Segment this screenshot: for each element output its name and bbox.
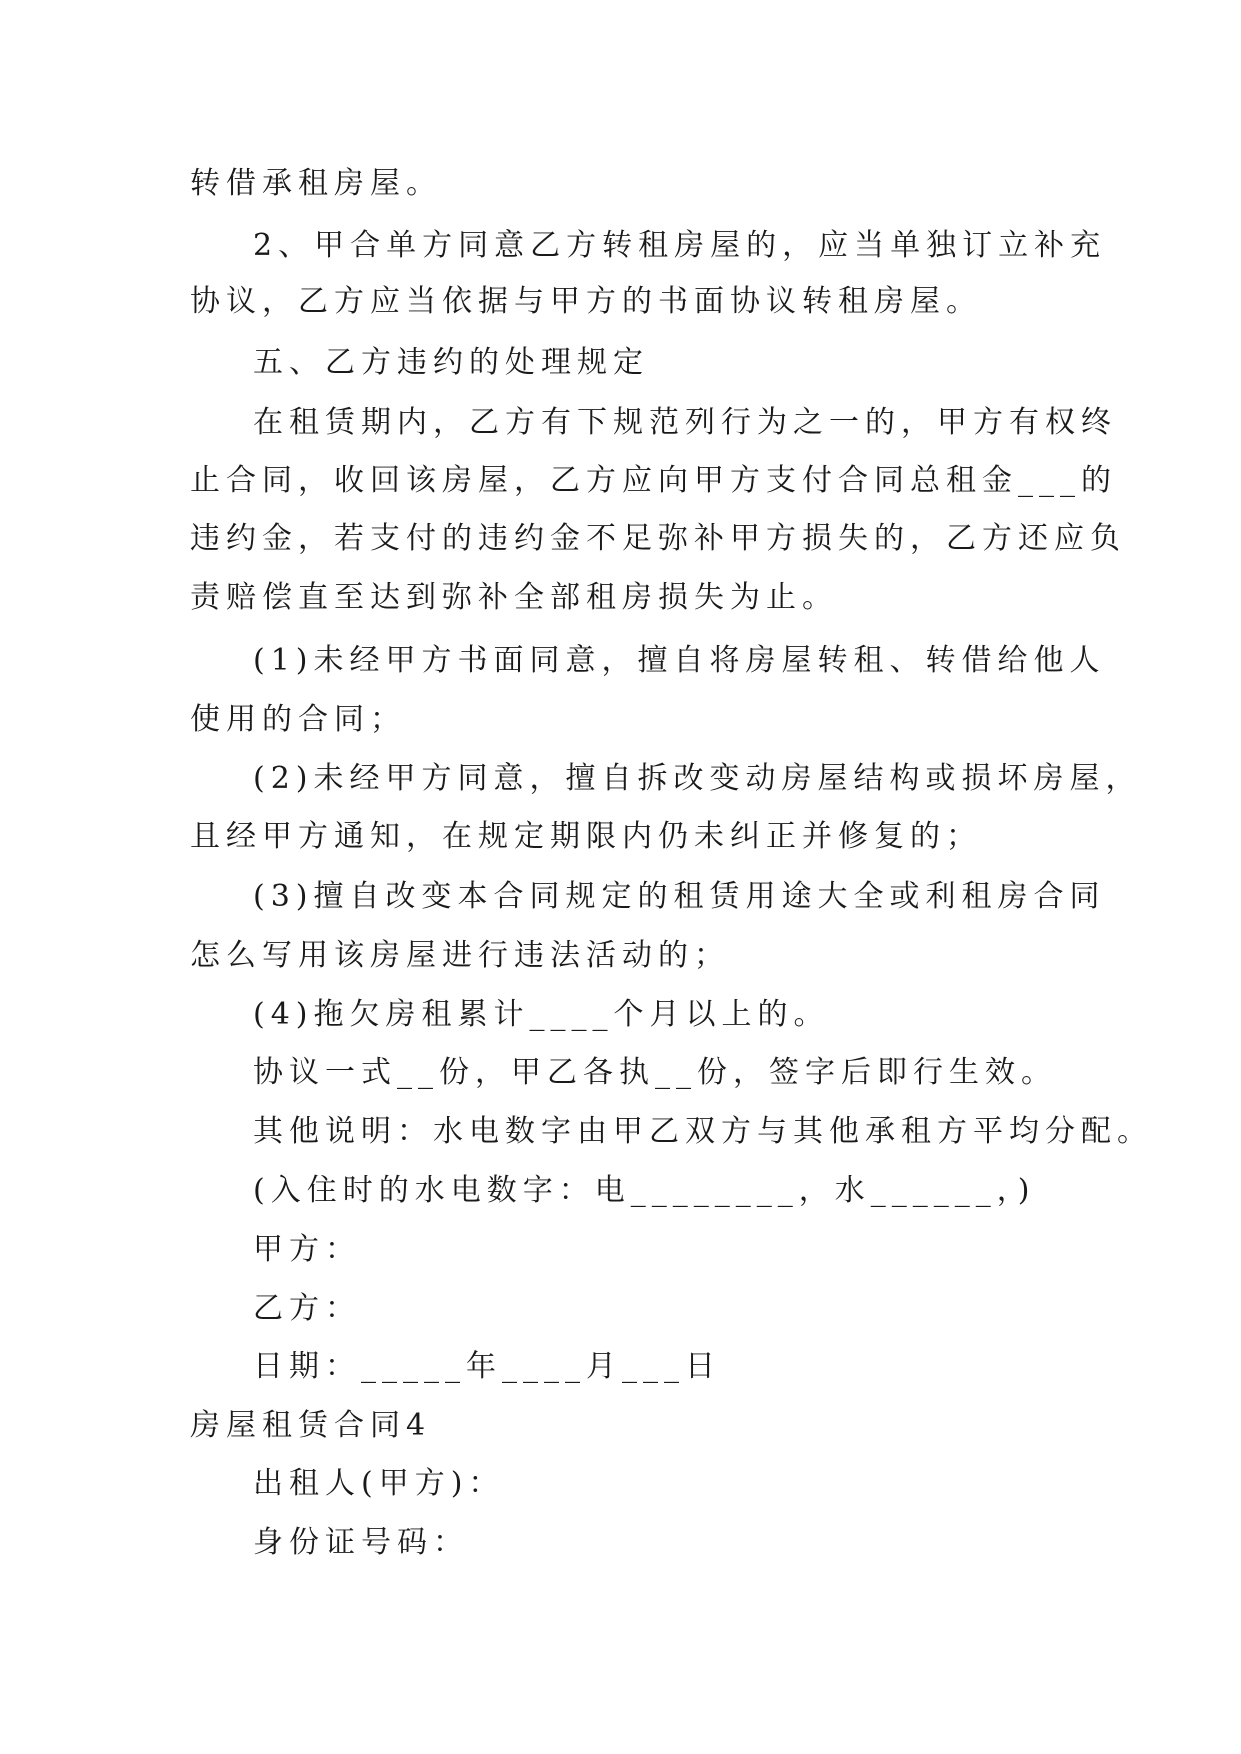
text-line: 责赔偿直至达到弥补全部租房损失为止。 (190, 580, 838, 615)
text-line: 且经甲方通知，在规定期限内仍未纠正并修复的； (190, 819, 982, 854)
text-line: (入住时的水电数字：电________，水______，) (253, 1173, 1036, 1208)
id-number-label: 身份证号码： (253, 1525, 469, 1560)
text-line: 转借承租房屋。 (190, 166, 442, 201)
document-title: 房屋租赁合同4 (190, 1408, 432, 1443)
text-line: 止合同，收回该房屋，乙方应向甲方支付合同总租金___的 (190, 463, 1117, 498)
signature-party-b: 乙方： (253, 1291, 361, 1326)
text-line: 使用的合同； (190, 702, 406, 737)
list-item: (3)擅自改变本合同规定的租赁用途大全或利租房合同 (253, 879, 1106, 914)
text-line: 怎么写用该房屋进行违法活动的； (190, 938, 730, 973)
signature-party-a: 甲方： (253, 1232, 361, 1267)
text-line: 2、甲合单方同意乙方转租房屋的，应当单独订立补充 (253, 228, 1107, 263)
list-item: (2)未经甲方同意，擅自拆改变动房屋结构或损坏房屋， (253, 761, 1142, 796)
text-line: 在租赁期内，乙方有下规范列行为之一的，甲方有权终 (253, 405, 1117, 440)
lessor-label: 出租人(甲方)： (253, 1466, 505, 1501)
list-item: (1)未经甲方书面同意，擅自将房屋转租、转借给他人 (253, 643, 1106, 678)
text-line: 协议，乙方应当依据与甲方的书面协议转租房屋。 (190, 284, 982, 319)
date-line: 日期：_____年____月___日 (253, 1349, 721, 1384)
text-line: 协议一式__份，甲乙各执__份，签字后即行生效。 (253, 1055, 1057, 1090)
list-item: (4)拖欠房租累计____个月以上的。 (253, 997, 830, 1032)
text-line: 违约金，若支付的违约金不足弥补甲方损失的，乙方还应负 (190, 521, 1126, 556)
section-heading: 五、乙方违约的处理规定 (253, 345, 649, 380)
text-line: 其他说明：水电数字由甲乙双方与其他承租方平均分配。 (253, 1114, 1153, 1149)
